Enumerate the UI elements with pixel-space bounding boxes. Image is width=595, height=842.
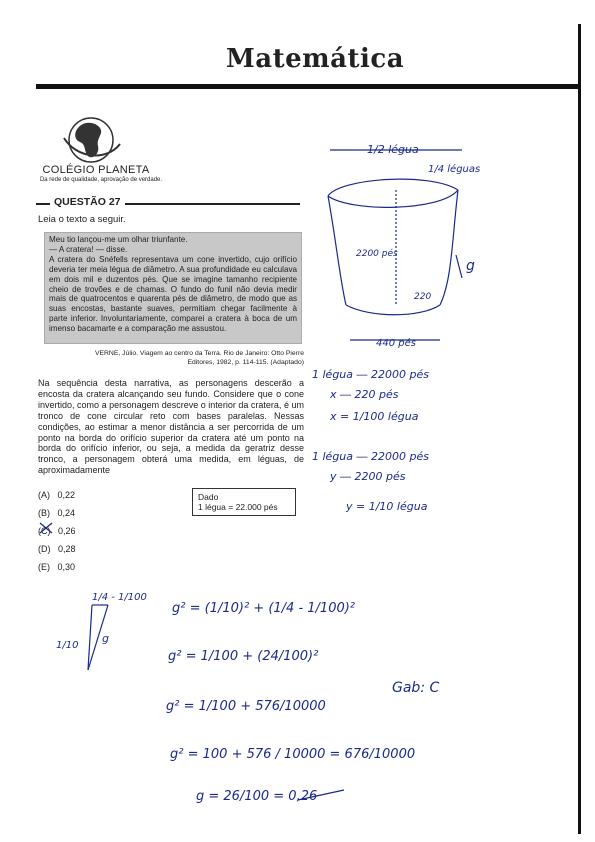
hw-triangle-g: g [102,632,109,645]
option-value: 0,28 [58,544,76,554]
source-line: VERNE, Júlio. Viagem ao centro da Terra. Rio de Janeiro: Otto Pierre [94,350,304,357]
hw-equation-2: g² = 1/100 + (24/100)² [168,649,319,664]
option-value: 0,30 [57,562,76,572]
school-name: COLÉGIO PLANETA [42,164,150,176]
frustum-sketch [328,150,462,340]
option-letter: (A) [38,490,50,500]
option-value: 0,24 [57,508,76,518]
hw-equation-5: g = 26/100 = 0,26 [196,789,318,804]
hw-equation-4: g² = 100 + 576 / 10000 = 676/10000 [170,747,416,762]
hw-proportion-2b: y ― 2200 pés [330,470,406,483]
passage-paragraph: A cratera do Snéfells representava um cone invertido, cujo orifício deveria ter meia légua de diâmetro. A sua profundidade eu calculava em dois mil e duzentos pés. Que se imagine tamanho recipiente cheio de trovões e de chamas. O fundo do funil não devia medir mais de quatrocentos e quarenta pés de diâmetro, de modo que as suas encostas, bastante suaves, permitiam chegar facilmente à parte inferior. Involuntariamente, comparei a cratera à boca de um imenso bacamarte e a comparação me assustou. [49,254,297,334]
hw-height-label: 2200 pés [356,249,398,259]
hw-g-label: g [466,258,475,274]
question-intro: Leia o texto a seguir. [38,214,126,225]
school-slogan: Da rede de qualidade, aprovação de verdade. [39,177,163,183]
passage-line: Meu tio lançou-me um olhar triunfante. [49,235,188,244]
option-value: 0,26 [58,526,76,536]
hw-proportion-2a: 1 légua ― 22000 pés [312,450,429,463]
page-title: Matemática [225,44,405,74]
hw-quarter-label: 1/4 léguas [428,164,481,175]
hw-proportion-2c: y = 1/10 légua [346,500,428,513]
hw-equation-3: g² = 1/100 + 576/10000 [166,699,326,714]
given-data-title: Dado [198,492,219,502]
source-line: Editores, 1982, p. 114-115. (Adaptado) [187,358,304,366]
option-letter: (B) [38,508,50,518]
given-data-value: 1 légua = 22.000 pés [198,502,278,512]
hw-triangle-top: 1/4 - 1/100 [92,592,147,603]
hw-triangle-side: 1/10 [56,640,79,651]
option-letter: (D) [38,544,51,554]
hw-bottom-label: 440 pés [376,338,416,349]
passage-line: — A cratera! — disse. [49,244,128,254]
hw-answer-key: Gab: C [392,680,440,696]
hw-equation-1: g² = (1/10)² + (1/4 - 1/100)² [172,601,356,616]
option-letter: (E) [38,562,50,572]
hw-r-label: 220 [414,292,432,302]
statement-text: Na sequência desta narrativa, as personagens descerão a encosta da cratera alcançando seu fundo. Considere que o cone invertido, como a personagem descreve o interior da cratera, é um tronco de cone circular reto com bases paralelas. Nessas condições, ao estimar a menor distância a ser percorrida de um ponto na borda do orifício superior da cratera até um ponto na borda do orifício inferior, ou seja, a medida da geratriz desse tronco, a personagem obterá uma medida, em léguas, de aproximadamente [38,378,304,476]
option-value: 0,22 [57,490,76,500]
hw-proportion-1c: x = 1/100 légua [330,410,419,423]
hw-proportion-1a: 1 légua ― 22000 pés [312,368,429,381]
hw-top-label: 1/2 légua [367,143,419,156]
hw-proportion-1b: x ― 220 pés [330,388,399,401]
question-label: QUESTÃO 27 [50,196,125,208]
option-letter: (C) [38,526,51,536]
